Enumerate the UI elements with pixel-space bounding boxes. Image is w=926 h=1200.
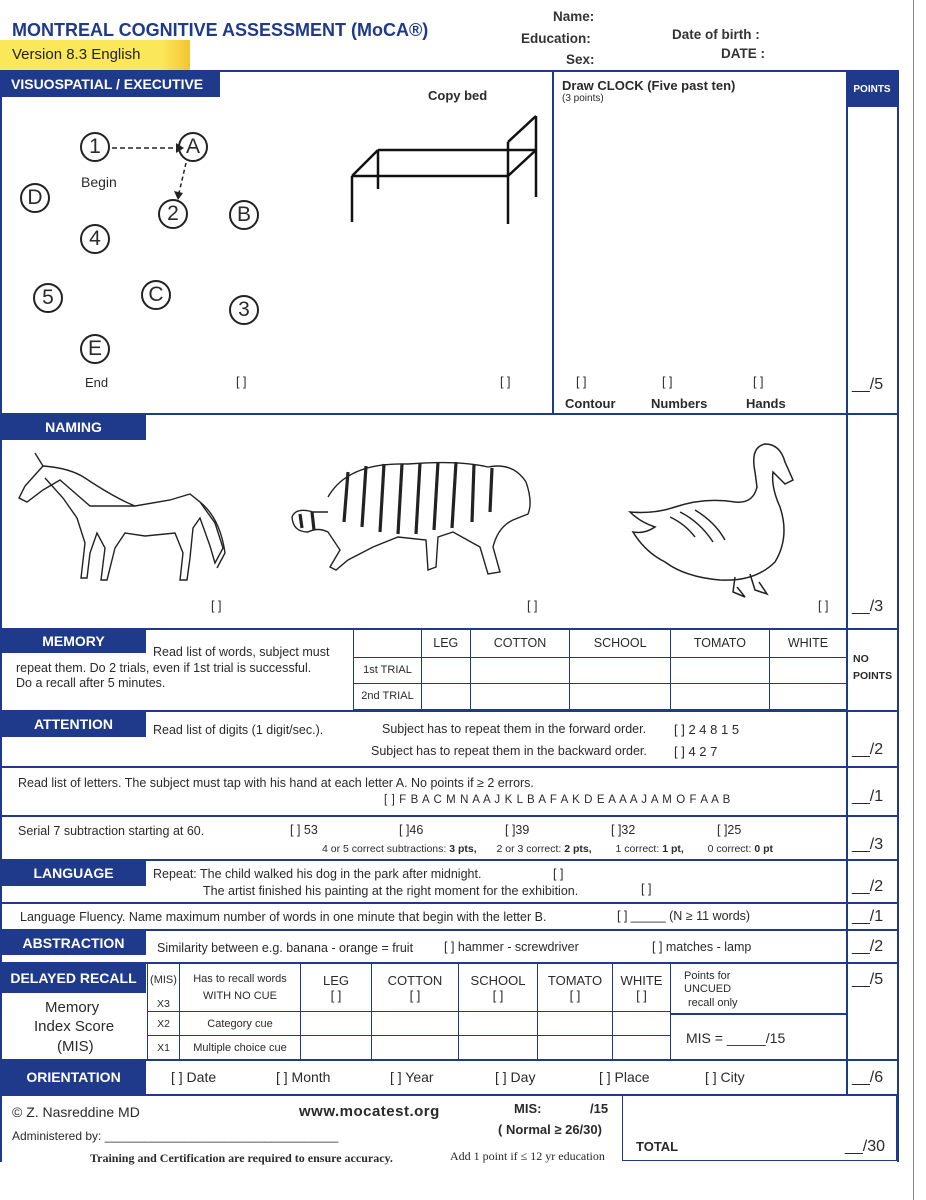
memory-word-5: WHITE [769,629,846,657]
trial-1-label: 1st TRIAL [354,657,422,683]
section-memory: MEMORY [1,629,146,653]
category-cell[interactable] [459,1012,538,1036]
mis-footer-value: /15 [590,1101,609,1116]
forward-digits[interactable]: [ ] 2 4 8 1 5 [674,722,740,737]
repeat-box-2[interactable]: [ ] [641,882,652,896]
memory-instr-3: Do a recall after 5 minutes. [16,676,166,690]
trial-2-cell[interactable] [470,683,570,709]
education-bonus: Add 1 point if ≤ 12 yr education [450,1149,605,1163]
hands-label: Hands [746,396,786,411]
naming-score: __/3 [852,598,884,615]
section-abstraction: ABSTRACTION [1,930,146,955]
duck-checkbox[interactable]: [ ] [818,599,829,613]
note-2-3: 2 or 3 correct: [496,843,565,855]
version-label: Version 8.3 English [12,46,141,63]
memory-instr-1: Read list of words, subject must [153,645,330,659]
recall-box[interactable]: [ ] [636,987,647,1003]
bed-drawing [348,112,538,227]
recall-box[interactable]: [ ] [409,987,421,1003]
memory-index-2: Index Score [34,1018,115,1035]
orientation-date[interactable]: [ ] Date [171,1069,217,1085]
date-label: DATE : [721,46,765,61]
mis-label: (MIS) [148,964,180,1012]
copy-bed-label: Copy bed [428,88,488,103]
trial-1-cell[interactable] [769,657,846,683]
multiple-cell[interactable] [301,1036,372,1060]
recall-box[interactable]: [ ] [330,987,342,1003]
trail-begin-label: Begin [81,174,117,190]
memory-index-3: (MIS) [57,1038,94,1055]
orientation-day[interactable]: [ ] Day [495,1069,536,1085]
trail-node-c: C [141,280,171,310]
hands-checkbox[interactable]: [ ] [753,375,764,389]
recall-word: WHITE [620,972,663,988]
numbers-checkbox[interactable]: [ ] [662,375,673,389]
repeat-score: __/2 [852,878,884,895]
training-note: Training and Certification are required to ensure accuracy. [90,1151,393,1165]
abstraction-item-2[interactable]: [ ] matches - lamp [652,940,752,954]
fluency-score: __/1 [852,908,884,925]
trial-1-cell[interactable] [470,657,570,683]
multiple-cell[interactable] [613,1036,671,1060]
category-cell[interactable] [538,1012,613,1036]
horse-checkbox[interactable]: [ ] [211,599,222,613]
abstraction-example: Similarity between e.g. banana - orange = fruit [157,941,414,955]
total-label: TOTAL [636,1139,679,1154]
recall-word: LEG [322,972,349,988]
name-label: Name: [553,9,595,24]
mis-footer-label: MIS: [514,1101,542,1116]
memory-word-2: COTTON [470,629,570,657]
recall-tomato[interactable] [538,964,613,1012]
backward-instr: Subject has to repeat them in the backward order. [371,744,647,758]
serial-53[interactable]: [ ] 53 [290,823,318,837]
repeat-sentence-2: The artist finished his painting at the right moment for the exhibition. [203,884,579,898]
sex-label: Sex: [566,52,595,67]
x2-label: X2 [148,1012,180,1036]
memory-instr-2: repeat them. Do 2 trials, even if 1st trial is successful. [16,661,312,675]
trail-checkbox[interactable]: [ ] [236,375,247,389]
trail-node-d: D [20,183,50,213]
category-cell[interactable] [372,1012,459,1036]
clock-subtitle: (3 points) [562,93,604,104]
has-recall-label: Has to recall words [193,973,287,985]
recall-word: TOMATO [547,972,603,988]
trail-node-e: E [80,334,110,364]
trail-end-label: End [85,375,109,390]
education-label: Education: [521,31,591,46]
serial-scoring-note [322,843,773,855]
section-language: LANGUAGE [1,860,146,886]
total-score: __/30 [845,1138,886,1155]
frame-right [897,70,899,1162]
forward-instr: Subject has to repeat them in the forward order. [382,722,647,736]
attention-instr: Read list of digits (1 digit/sec.). [153,723,324,737]
normal-range: ( Normal ≥ 26/30) [498,1122,602,1137]
abstraction-item-1[interactable]: [ ] hammer - screwdriver [444,940,579,954]
right-page-edge [913,0,914,1200]
section-delayed-recall: DELAYED RECALL [1,963,146,993]
letters-sequence[interactable]: [ ] F B A C M N A A J K L B A F A K D E A A A J A M O F A A B [384,794,731,806]
x1-label: X1 [148,1036,180,1060]
delayed-recall-table [147,963,671,1060]
recall-word: SCHOOL [470,972,526,988]
orientation-year[interactable]: [ ] Year [390,1069,434,1085]
contour-checkbox[interactable]: [ ] [576,375,587,389]
digits-score: __/2 [852,741,884,758]
trial-1-cell[interactable] [422,657,471,683]
tiger-drawing [288,452,538,582]
orientation-place[interactable]: [ ] Place [599,1069,650,1085]
uncued-2: UNCUED [684,983,732,995]
trial-2-cell[interactable] [422,683,471,709]
category-cell[interactable] [613,1012,671,1036]
section-orientation: ORIENTATION [1,1060,146,1094]
repeat-box-1[interactable]: [ ] [553,867,564,881]
recall-box[interactable]: [ ] [492,987,504,1003]
memory-word-4: TOMATO [670,629,769,657]
multiple-cue-label: Multiple choice cue [180,1036,301,1060]
tiger-checkbox[interactable]: [ ] [527,599,538,613]
multiple-cell[interactable] [372,1036,459,1060]
memory-word-3: SCHOOL [570,629,670,657]
no-cue-label: WITH NO CUE [203,990,277,1002]
visuospatial-score: __/5 [852,376,884,393]
administered-by[interactable]: Administered by: ___________________________________ [12,1129,339,1143]
memory-index-1: Memory [45,999,100,1016]
letters-bottom [0,815,898,817]
contour-label: Contour [565,396,616,411]
recall-leg[interactable] [301,964,372,1012]
category-cell[interactable] [301,1012,372,1036]
x3-label: X3 [157,998,170,1010]
trail-node-b: B [229,200,259,230]
trail-node-a: A [178,132,208,162]
backward-digits[interactable]: [ ] 4 2 7 [674,744,718,759]
fluency-box[interactable]: [ ] _____ (N ≥ 11 words) [617,909,751,923]
copy-bed-divider [552,70,554,414]
fluency-instr: Language Fluency. Name maximum number of words in one minute that begin with the letter B. [20,910,547,924]
trail-node-4: 4 [80,224,110,254]
uncued-1: Points for [684,970,731,982]
author: © Z. Nasreddine MD [12,1104,140,1120]
memory-word-1: LEG [422,629,471,657]
no-cue-header [180,964,301,1012]
dob-label: Date of birth : [672,27,760,42]
digits-bottom [0,766,898,768]
note-0: 0 correct: [707,843,755,855]
trial-1-cell[interactable] [570,657,670,683]
trial-2-cell[interactable] [570,683,670,709]
horse-drawing [15,448,230,588]
abstraction-score: __/2 [852,938,884,955]
orientation-month[interactable]: [ ] Month [276,1069,331,1085]
note-1-pts: 1 pt, [662,843,684,855]
numbers-label: Numbers [651,396,708,411]
mis-equation[interactable]: MIS = _____/15 [686,1030,786,1046]
uncued-divider [671,1013,847,1015]
uncued-3: recall only [688,997,738,1009]
points-column-line [846,70,848,1095]
trial-2-cell[interactable] [769,683,846,709]
note-4-5-pts: 3 pts, [449,843,477,855]
trial-2-label: 2nd TRIAL [354,683,422,709]
clock-title: Draw CLOCK (Five past ten) [562,78,736,93]
recall-school[interactable] [459,964,538,1012]
recall-word: COTTON [387,972,443,988]
recall-box[interactable]: [ ] [569,987,581,1003]
letters-score: __/1 [852,788,884,805]
trail-node-3: 3 [229,295,259,325]
category-cue-label: Category cue [180,1012,301,1036]
multiple-cell[interactable] [538,1036,613,1060]
multiple-cell[interactable] [459,1036,538,1060]
form-title: MONTREAL COGNITIVE ASSESSMENT (MoCA®) [12,20,429,40]
serial-25[interactable]: [ ]25 [717,823,742,837]
note-1: 1 correct: [615,843,663,855]
trial-2-cell[interactable] [670,683,769,709]
memory-trial-table [353,629,847,710]
serial-39[interactable]: [ ]39 [505,823,530,837]
section-naming: NAMING [1,414,146,440]
serial-32[interactable]: [ ]32 [611,823,636,837]
recall-white[interactable] [613,964,671,1012]
serial-46[interactable]: [ ]46 [399,823,424,837]
note-0-pts: 0 pt [754,843,773,855]
serial-instr: Serial 7 subtraction starting at 60. [18,824,205,838]
memory-points-label: POINTS [853,670,893,682]
letters-instr: Read list of letters. The subject must tap with his hand at each letter A. No points if ≥ 2 errors. [18,776,534,790]
bed-checkbox[interactable]: [ ] [500,375,511,389]
orientation-city[interactable]: [ ] City [705,1069,745,1085]
note-2-3-pts: 2 pts, [564,843,592,855]
orientation-score: __/6 [852,1069,884,1086]
section-attention: ATTENTION [1,711,146,737]
trail-node-1: 1 [80,132,110,162]
trail-node-2: 2 [158,199,188,229]
delayed-score: __/5 [852,971,884,988]
points-header: POINTS [847,71,897,107]
note-4-5: 4 or 5 correct subtractions: [322,843,450,855]
section-visuospatial: VISUOSPATIAL / EXECUTIVE [1,71,220,97]
trial-1-cell[interactable] [670,657,769,683]
memory-no-label: NO [853,653,869,665]
repeat-sentence-1: Repeat: The child walked his dog in the park after midnight. [153,867,482,881]
trail-node-5: 5 [33,283,63,313]
duck-drawing [625,442,805,600]
recall-cotton[interactable] [372,964,459,1012]
serial-score: __/3 [852,836,884,853]
website[interactable]: www.mocatest.org [299,1103,440,1120]
repeat-bottom [0,902,898,904]
